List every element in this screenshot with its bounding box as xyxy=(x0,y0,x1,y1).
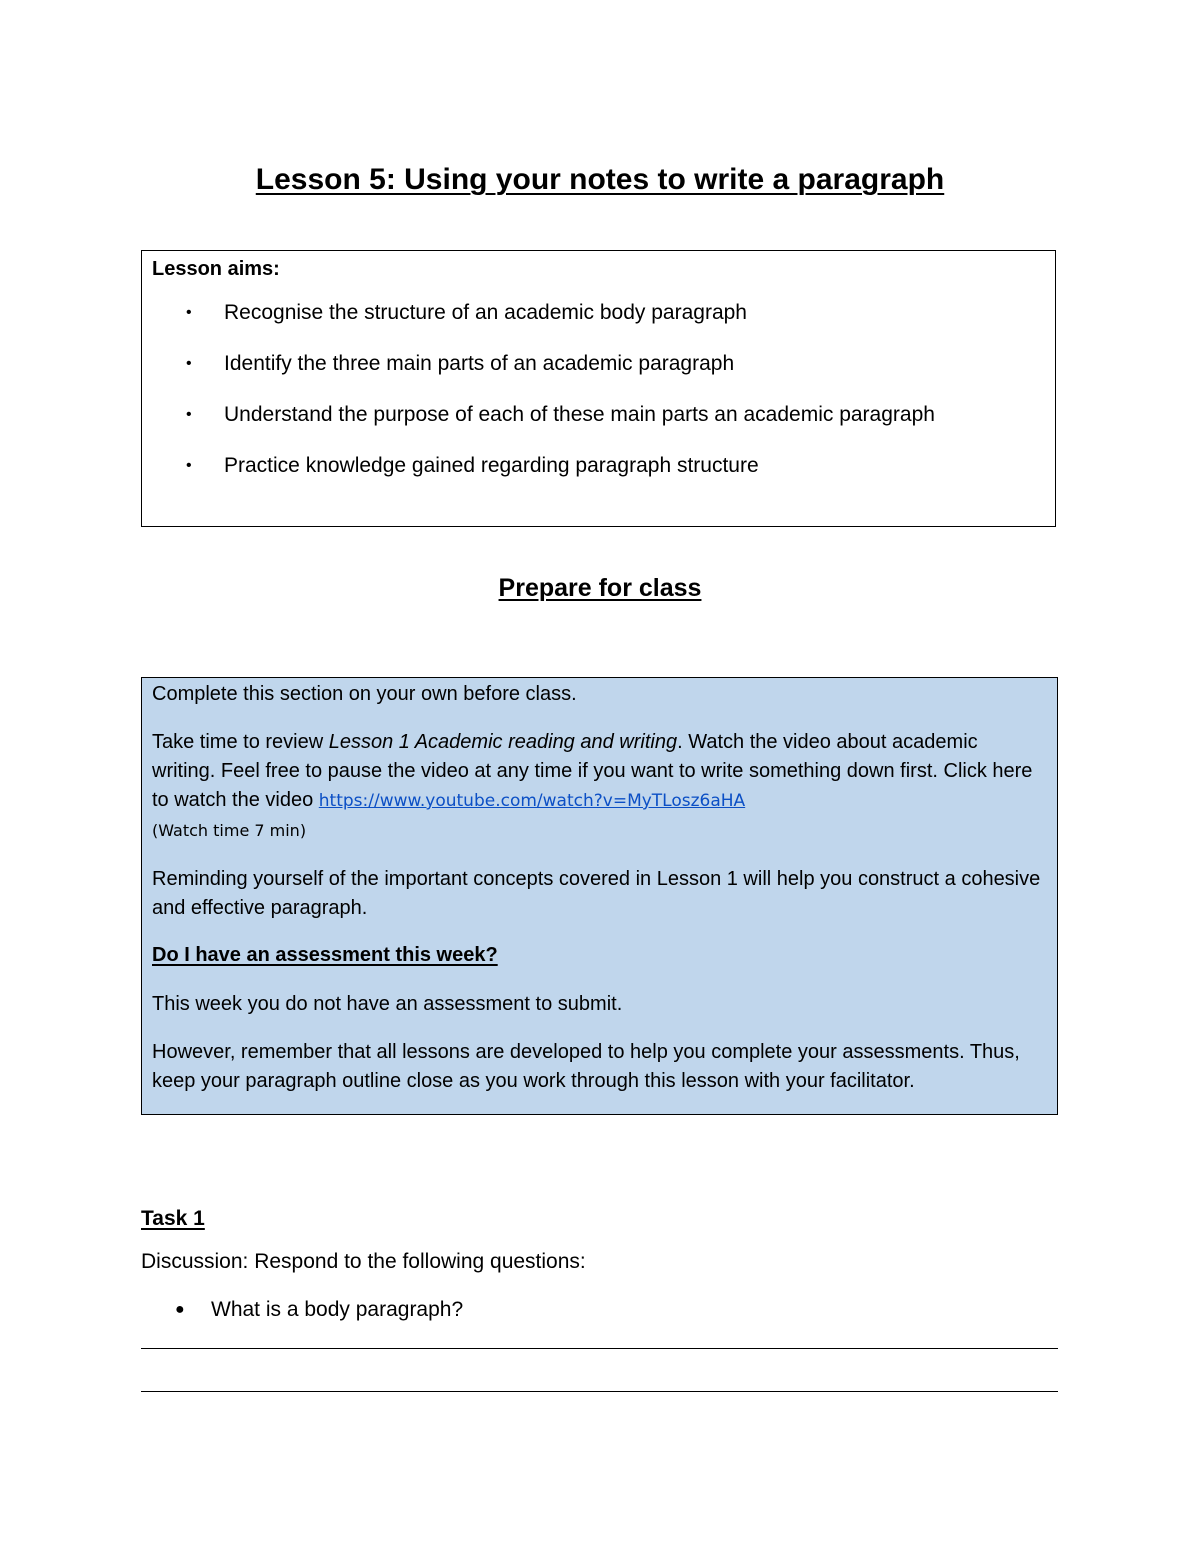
task-question-item xyxy=(0,1296,1200,1326)
task-1-questions xyxy=(0,1296,1200,1326)
answer-line[interactable] xyxy=(141,1348,1058,1349)
prepare-for-class-heading: Prepare for class xyxy=(498,574,702,602)
bullet-icon: ● xyxy=(175,1301,185,1318)
bullet-icon: • xyxy=(186,355,192,372)
however-paragraph: However, remember that all lessons are developed to help you complete your assessments. Thus, keep your paragraph outline close as you work through this lesson with your facilitator. xyxy=(152,1041,1020,1092)
task-question-text: What is a body paragraph? xyxy=(211,1298,464,1321)
watch-time: (Watch time 7 min) xyxy=(152,821,307,840)
lesson-aim-item xyxy=(142,349,1055,400)
answer-line[interactable] xyxy=(141,1391,1058,1392)
bullet-icon: • xyxy=(186,457,192,474)
page-title: Lesson 5: Using your notes to write a paragraph xyxy=(255,163,945,196)
lesson-aim-item xyxy=(142,400,1055,451)
review-paragraph xyxy=(152,728,1042,845)
lesson-aim-text: Identify the three main parts of an academic paragraph xyxy=(224,352,735,375)
lesson-aim-item xyxy=(142,298,1055,349)
review-prefix: Take time to review xyxy=(152,731,329,753)
lesson-aim-text: Understand the purpose of each of these main parts an academic paragraph xyxy=(224,403,935,426)
lesson-aim-item xyxy=(142,451,1055,502)
review-suffix: . Watch the video about academic writing. Feel free to pause the video at any time if you want to write something down first. Click here to watch the video xyxy=(152,731,1033,811)
assessment-question: Do I have an assessment this week? xyxy=(152,944,498,966)
video-link[interactable]: https://www.youtube.com/watch?v=MyTLosz6aHA xyxy=(318,791,746,811)
prepare-for-class-box xyxy=(141,677,1058,1115)
lesson-aim-text: Recognise the structure of an academic body paragraph xyxy=(224,301,747,324)
lesson-aims-list xyxy=(142,298,1055,502)
bullet-icon: • xyxy=(186,406,192,423)
lesson-aims-box xyxy=(141,250,1056,527)
lesson-aims-heading: Lesson aims: xyxy=(152,258,280,280)
task-1-intro: Discussion: Respond to the following questions: xyxy=(141,1250,586,1273)
prepare-intro: Complete this section on your own before class. xyxy=(152,683,577,705)
review-lesson-title: Lesson 1 Academic reading and writing xyxy=(328,731,678,753)
task-1-heading: Task 1 xyxy=(141,1207,205,1230)
reminder-paragraph: Reminding yourself of the important concepts covered in Lesson 1 will help you construct a cohesive and effective paragraph. xyxy=(152,868,1041,919)
assessment-answer: This week you do not have an assessment to submit. xyxy=(152,993,623,1015)
lesson-aim-text: Practice knowledge gained regarding paragraph structure xyxy=(224,454,759,477)
bullet-icon: • xyxy=(186,304,192,321)
